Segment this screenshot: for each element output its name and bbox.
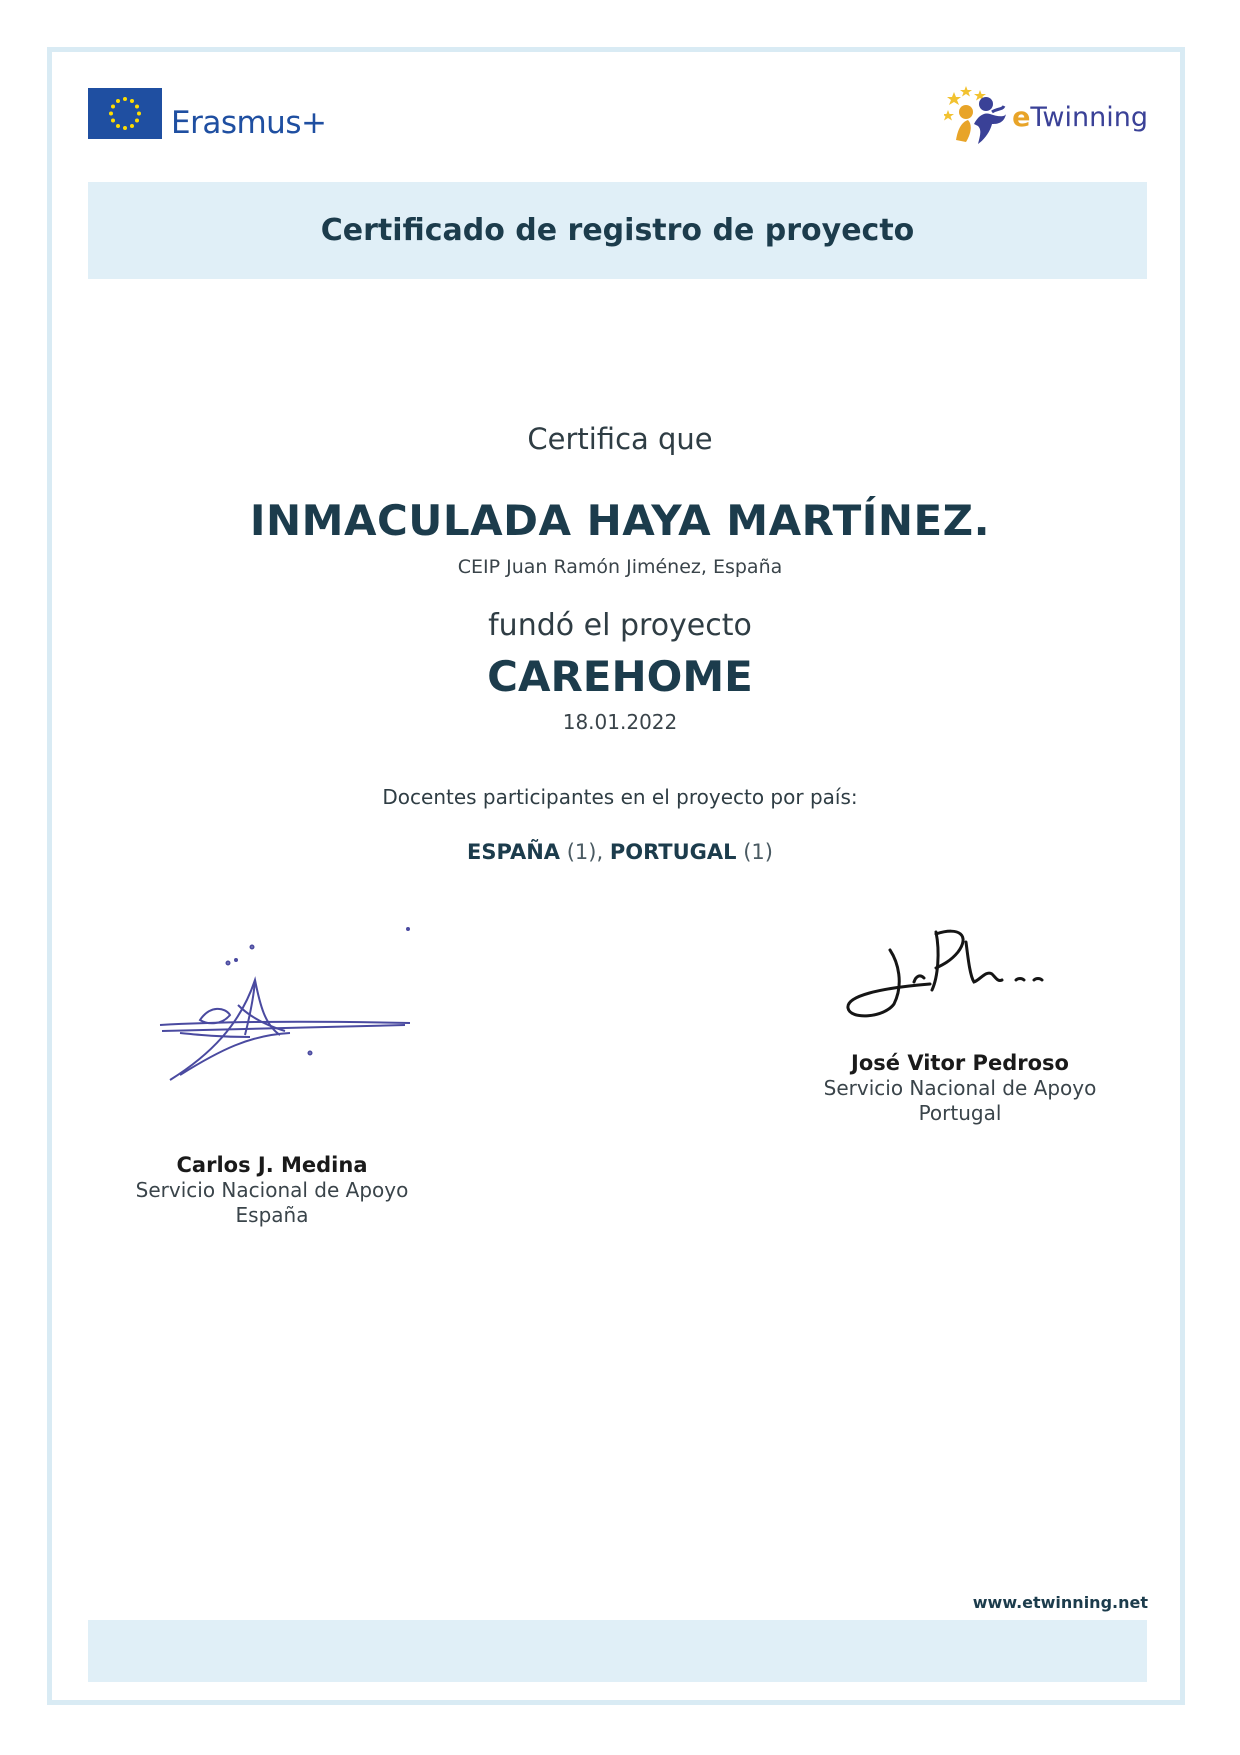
erasmus-wordmark: Erasmus+ (171, 105, 327, 141)
country-name: ESPAÑA (467, 840, 561, 864)
certificate-frame (47, 47, 1185, 1705)
signature-left (112, 1152, 432, 1228)
etwinning-wordmark: eTwinning (1012, 101, 1148, 133)
country-count: (1) (743, 840, 773, 864)
country-separator: , (596, 840, 610, 864)
signer-name: Carlos J. Medina (176, 1153, 368, 1177)
signer-country: España (235, 1203, 309, 1227)
certificate-title: Certificado de registro de proyecto (320, 213, 915, 248)
signature-right-image (840, 922, 1070, 1026)
signer-role: Servicio Nacional de Apoyo (823, 1076, 1097, 1100)
country-name: PORTUGAL (609, 840, 737, 864)
etwinning-logo (944, 84, 1148, 150)
founded-text: fundó el proyecto (488, 608, 752, 643)
certifica-text: Certifica que (527, 422, 713, 456)
recipient-school: CEIP Juan Ramón Jiménez, España (457, 556, 783, 578)
signer-name: José Vitor Pedroso (851, 1051, 1069, 1075)
country-count: (1) (566, 840, 597, 864)
project-name: CAREHOME (487, 652, 753, 701)
eu-flag-icon (88, 88, 162, 139)
erasmus-logo (88, 87, 326, 139)
footer-band (88, 1620, 1147, 1682)
title-band (88, 182, 1147, 279)
signature-right (800, 1050, 1120, 1126)
recipient-name: INMACULADA HAYA MARTÍNEZ. (249, 496, 991, 545)
project-date: 18.01.2022 (562, 710, 678, 734)
etwinning-url[interactable]: www.etwinning.net (972, 1593, 1148, 1612)
etwinning-figures-icon (944, 84, 1008, 150)
participants-label: Docentes participantes en el proyecto por país: (382, 785, 858, 809)
signature-left-image (150, 925, 420, 1099)
country-list (0, 840, 1240, 864)
signer-country: Portugal (918, 1101, 1002, 1125)
signer-role: Servicio Nacional de Apoyo (135, 1178, 409, 1202)
